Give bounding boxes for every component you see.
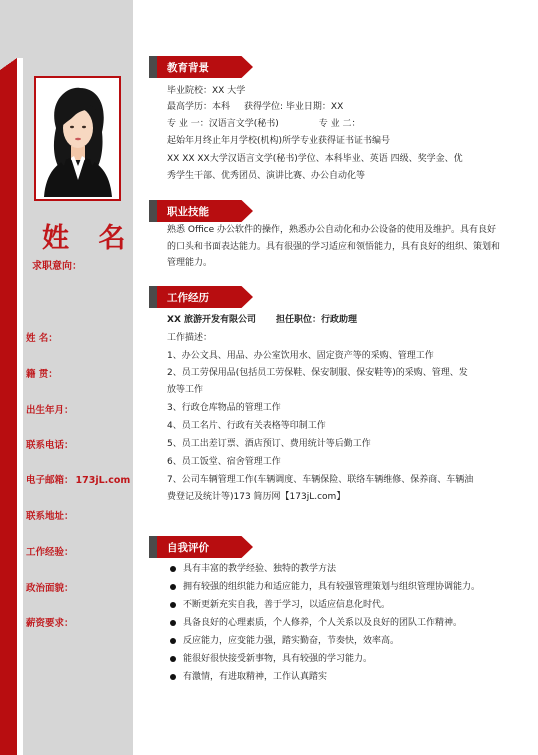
field-birth-label: 出生年月： (26, 405, 74, 416)
field-email-label: 电子邮箱： (26, 475, 74, 486)
section-header-dark-block (149, 536, 157, 558)
work-item: 1、办公文具、用品、办公室饮用水、固定资产等的采购、管理工作 (167, 351, 434, 361)
edu-major-row (167, 116, 360, 129)
section-header-dark-block (149, 200, 157, 222)
work-item: 4、员工名片、行政有关表格等印制工作 (167, 421, 326, 431)
field-address (26, 508, 76, 522)
field-birth (26, 402, 76, 416)
self-item: 有激情，有进取精神，工作认真踏实 (183, 672, 328, 682)
work-item: 7、公司车辆管理工作(车辆调度、车辆保险、联络车辆维修、保养商、车辆油 (167, 475, 474, 485)
field-phone (26, 437, 76, 451)
edu-line4: 起始年月终止年月学校(机构)所学专业获得证书证书编号 (167, 136, 391, 146)
section-header-work (149, 286, 253, 308)
bullet-icon (170, 566, 176, 572)
candidate-name: 姓 名 (42, 223, 136, 254)
self-item: 不断更新充实自我，善于学习，以适应信息化时代。 (183, 600, 391, 610)
profile-photo (34, 76, 121, 201)
field-salary (26, 615, 76, 629)
work-position: 担任职位：行政助理 (276, 315, 358, 325)
work-company: XX 旅游开发有限公司 (167, 315, 257, 325)
field-salary-label: 薪资要求： (26, 618, 74, 629)
section-header-education (149, 56, 253, 78)
bullet-icon (170, 674, 176, 680)
field-email (26, 472, 130, 486)
section-title-self: 自我评价 (167, 542, 209, 554)
bullet-icon (170, 638, 176, 644)
section-title-education: 教育背景 (167, 62, 209, 74)
self-item: 反应能力，应变能力强，踏实勤奋，节奏快，效率高。 (183, 636, 400, 646)
work-item: 3、行政仓库物品的管理工作 (167, 403, 281, 413)
work-item: 2、员工劳保用品(包括员工劳保鞋、保安制服、保安鞋等)的采购、管理、发 (167, 368, 468, 378)
field-politics (26, 580, 76, 594)
field-address-label: 联系地址： (26, 511, 74, 522)
section-header-dark-block (149, 56, 157, 78)
field-email-value: 173jL.com (75, 475, 131, 486)
work-desc-label: 工作描述： (167, 333, 213, 343)
field-name-label: 姓 名： (26, 333, 58, 344)
self-item: 具备良好的心理素质，个人修养，个人关系以及良好的团队工作精神。 (183, 618, 463, 628)
avatar-illustration-icon (38, 80, 117, 197)
edu-honor: 获得学位: 毕业日期：XX (244, 102, 344, 112)
sidebar-red-stripe (0, 58, 17, 755)
field-experience-label: 工作经验： (26, 547, 74, 558)
section-header-skills (149, 200, 253, 222)
self-item: 具有丰富的教学经验、独特的教学方法 (183, 564, 337, 574)
field-origin-label: 籍 贯： (26, 369, 58, 380)
edu-line6: 秀学生干部、优秀团员、演讲比赛、办公自动化等 (167, 171, 366, 181)
edu-major2: 专 业 二： (318, 119, 361, 129)
work-item: 5、员工出差订票、酒店预订、费用统计等后勤工作 (167, 439, 371, 449)
section-header-dark-block (149, 286, 157, 308)
edu-degree: 最高学历：本科 (167, 102, 231, 112)
sidebar-white-stripe (17, 58, 23, 755)
self-item: 拥有较强的组织能力和适应能力，具有较强管理策划与组织管理协调能力。 (183, 582, 481, 592)
section-title-work: 工作经历 (167, 292, 209, 304)
edu-major1: 专 业 一：汉语言文学(秘书) (167, 119, 279, 129)
self-item: 能很好很快接受新事物，具有较强的学习能力。 (183, 654, 373, 664)
bullet-icon (170, 602, 176, 608)
bullet-icon (170, 584, 176, 590)
edu-school: 毕业院校：XX 大学 (167, 86, 246, 96)
section-title-skills: 职业技能 (167, 206, 209, 218)
edu-degree-row (167, 99, 343, 112)
bullet-icon (170, 620, 176, 626)
bullet-icon (170, 656, 176, 662)
field-experience (26, 544, 76, 558)
field-phone-label: 联系电话： (26, 440, 74, 451)
work-item: 6、员工饭堂、宿舍管理工作 (167, 457, 281, 467)
work-item: 放等工作 (167, 385, 204, 395)
skills-text: 熟悉 Office 办公软件的操作，熟悉办公自动化和办公设备的使用及维护。具有良好的口头和书面表达能力。具有很强的学习适应和领悟能力，具有良好的组织、策划和管理能力。 (167, 225, 501, 268)
field-politics-label: 政治面貌： (26, 583, 74, 594)
field-origin (26, 366, 60, 380)
work-company-row (167, 312, 357, 325)
edu-line5: XX XX XX大学汉语言文学(秘书)学位、本科毕业、英语 四级、奖学金、优 (167, 154, 463, 164)
job-intent-label: 求职意向： (32, 261, 82, 272)
section-header-self (149, 536, 253, 558)
field-name (26, 330, 60, 344)
work-item: 费登记及统计等)173 简历网【173jL.com】 (167, 492, 346, 502)
